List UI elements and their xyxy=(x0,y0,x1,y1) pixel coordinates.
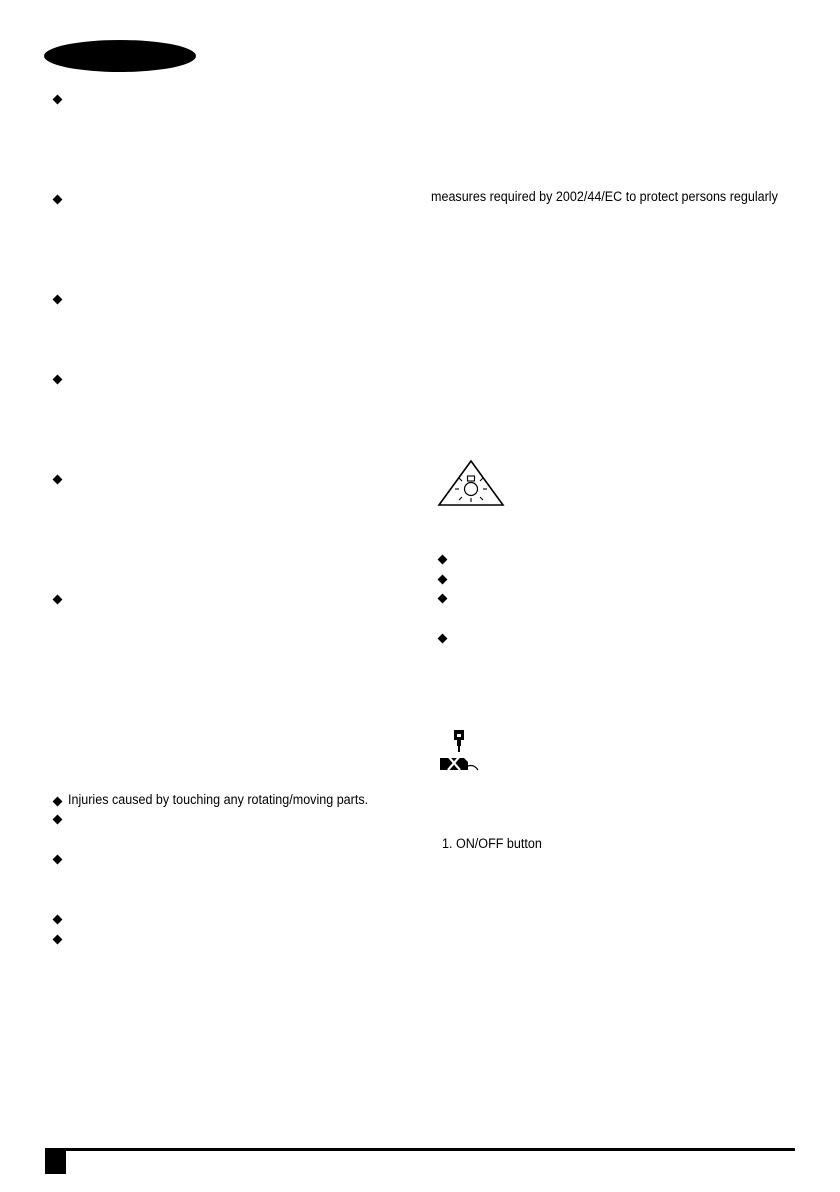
bullet-icon xyxy=(53,935,63,945)
page-number-block xyxy=(45,1148,66,1174)
bullet-icon xyxy=(53,195,63,205)
bullet-icon xyxy=(438,594,448,604)
bullet-icon xyxy=(438,575,448,585)
bullet-icon xyxy=(53,475,63,485)
hazard-item-rotating-parts: Injuries caused by touching any rotating/moving parts. xyxy=(68,792,369,807)
warning-light-icon xyxy=(436,458,506,508)
bullet-icon xyxy=(438,555,448,565)
bullet-icon xyxy=(438,634,448,644)
footer-rule xyxy=(45,1148,795,1151)
vibration-measures-text: measures required by 2002/44/EC to protect persons regularly xyxy=(431,189,778,204)
bullet-icon xyxy=(53,855,63,865)
feature-label: ON/OFF button xyxy=(455,836,542,851)
bullet-icon xyxy=(53,295,63,305)
bullet-icon xyxy=(53,815,63,825)
bullet-icon xyxy=(53,375,63,385)
feature-number: 1. xyxy=(442,836,453,851)
bullet-icon xyxy=(53,595,63,605)
charger-unplug-icon xyxy=(434,726,482,774)
bullet-icon xyxy=(53,95,63,105)
feature-item xyxy=(442,836,542,852)
bullet-icon xyxy=(53,797,63,807)
language-tab xyxy=(44,40,196,72)
bullet-icon xyxy=(53,915,63,925)
